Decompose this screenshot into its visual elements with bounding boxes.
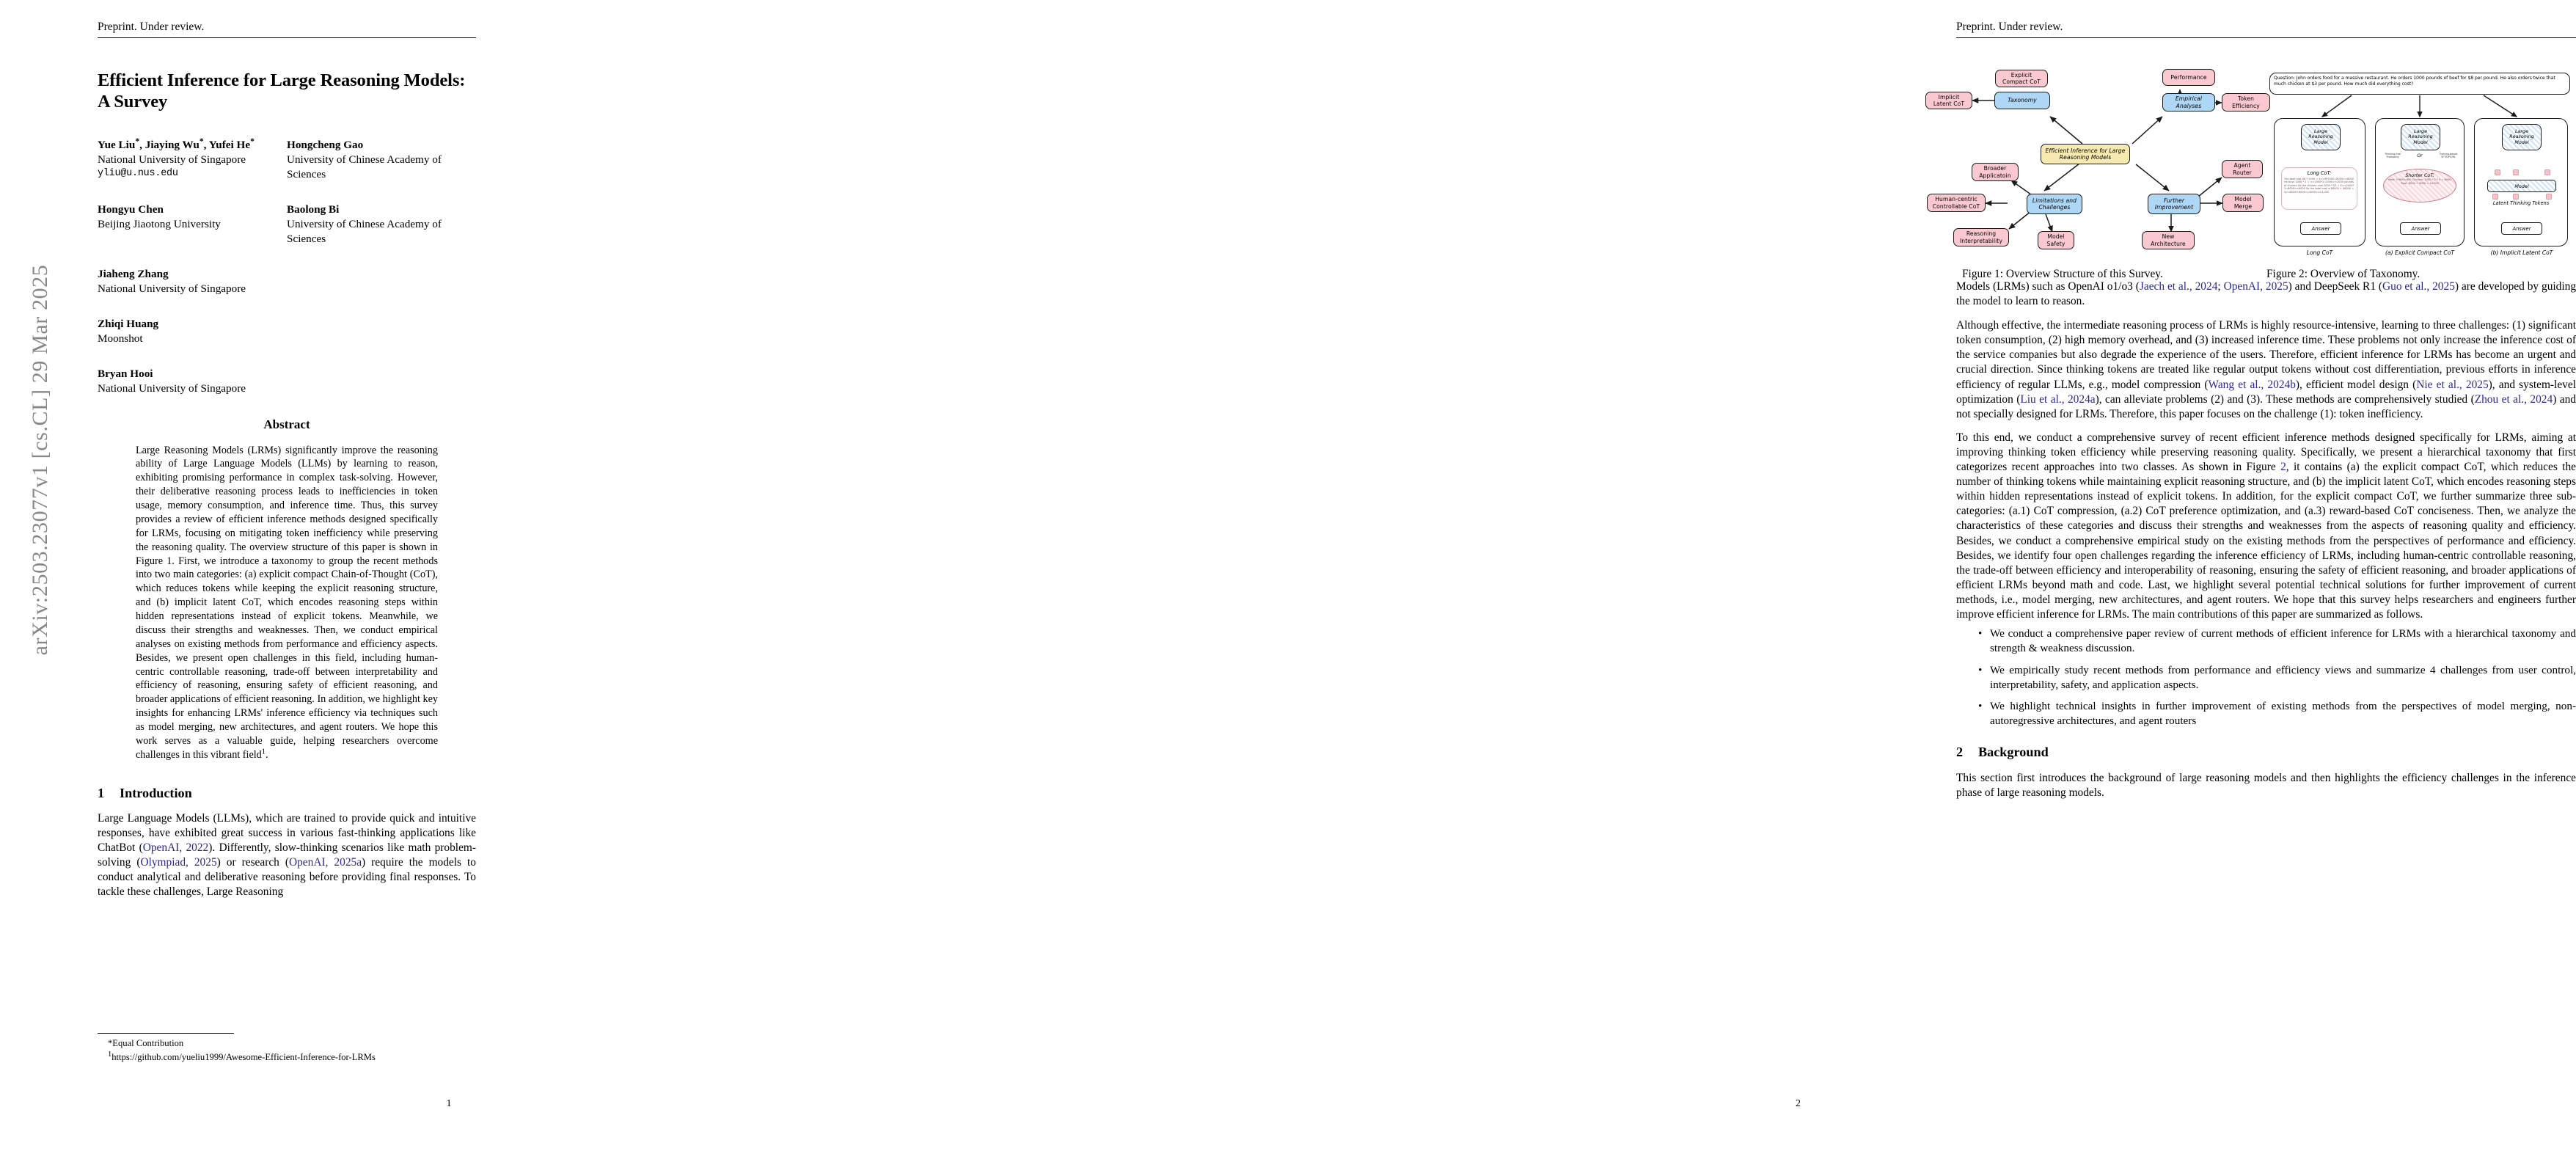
figure-1-diagram [1932, 71, 2261, 260]
fig2-shorter-cot-box [2383, 169, 2456, 202]
author-name: Zhiqi Huang [98, 318, 159, 331]
running-head-rule [1956, 37, 2576, 38]
footnote-rule [98, 1033, 234, 1034]
fig1-node-explicit-compact-cot[interactable]: Explicit Compact CoT [1995, 70, 2048, 87]
fig2-long-cot-text: The beef cost $8 * 1000 = $<<8*1000=8000>>8000 He buys 1000 * 2 = <<1000*2=2000>>2000 pounds of chicken So the chicken cost 2000 * $3 = $<<2000*3=6000>>6000 So the total cost is $8000 + $6000 = $<<8000+6000=14000>>14,000 [2284, 178, 2354, 194]
paragraph-challenges [1956, 318, 2576, 422]
author-name: Jiaheng Zhang [98, 268, 169, 281]
fig2-label-thinking-free-prompting: Thinking-free Prompting [2385, 153, 2401, 159]
citation-zhou-2024[interactable]: Zhou et al., 2024 [2474, 392, 2553, 406]
fig1-node-implicit-latent-cot[interactable]: Implicit Latent CoT [1925, 92, 1972, 109]
citation-liu-2024a[interactable]: Liu et al., 2024a [2020, 392, 2096, 406]
text-part: Models (LRMs) such as OpenAI o1/o3 ( [1956, 280, 2140, 293]
text-part: ) and DeepSeek R1 ( [2288, 280, 2383, 293]
author-entry [287, 202, 476, 246]
author-row [98, 317, 476, 346]
figure-2-caption: Figure 2: Overview of Taxonomy. [2266, 268, 2421, 280]
author-entry [98, 367, 476, 396]
fig2-answer-box-a: Answer [2300, 222, 2341, 235]
abstract-heading: Abstract [263, 417, 310, 431]
page-number-1: 1 [446, 1098, 452, 1109]
citation-openai-2025a[interactable]: OpenAI, 2025a [289, 855, 362, 869]
author-affiliation: National University of Singapore [98, 382, 246, 395]
citation-openai-2025[interactable]: OpenAI, 2025 [2223, 280, 2288, 293]
fig1-node-empirical-analyses[interactable]: Empirical Analyses [2162, 93, 2215, 112]
author-entry [98, 267, 476, 296]
text-part: ), and system-level optimization ( [1956, 378, 2576, 406]
abstract-footnote-marker: 1 [261, 748, 266, 756]
fig2-caption-implicit-latent: (b) Implicit Latent CoT [2490, 249, 2553, 256]
fig2-latent-token [2546, 194, 2552, 200]
fig1-node-agent-router[interactable]: Agent Router [2222, 160, 2263, 178]
fig1-node-reasoning-interpretability[interactable]: Reasoning Interpretability [1953, 228, 2009, 246]
author-email: yliu@u.nus.edu [98, 167, 178, 179]
text-part: Although effective, the intermediate reasoning process of LRMs is highly resource-intensive, learning to three challenges: (1) significant token consumption, (2) high memory overhead, and (3) increased inference time. These problems not only increase the inference cost of the service companies but also degrade the experience of the users. Therefore, efficient inference for LRMs has become an urgent and crucial direction. Since thinking tokens are treated like regular output tokens without cost differentiation, previous efforts in inference efficiency of regular LLMs, e.g., model compression ( [1956, 319, 2576, 391]
abstract-text [136, 444, 438, 762]
page-1-content [98, 70, 476, 906]
footnote-url: https://github.com/yueliu1999/Awesome-Efficient-Inference-for-LRMs [111, 1052, 376, 1063]
author-name: Baolong Bi [287, 202, 340, 216]
page-title: Efficient Inference for Large Reasoning Models: A Survey [98, 70, 466, 112]
fig1-node-limitations-and-challenges[interactable]: Limitations and Challenges [2027, 194, 2082, 214]
citation-jaech-2024[interactable]: Jaech et al., 2024 [2139, 280, 2218, 293]
footnote-equal-contribution: *Equal Contribution [108, 1038, 184, 1048]
fig2-label-or: Or [2417, 153, 2423, 158]
arxiv-stamp: arXiv:2503.23077v1 [cs.CL] 29 Mar 2025 [28, 264, 52, 656]
fig1-node-performance[interactable]: Performance [2162, 69, 2215, 86]
fig2-shorter-cot-title: Shorter CoT: [2405, 172, 2434, 178]
fig2-question-box: Question: John orders food for a massive restaurant. He orders 1000 pounds of beef for $8 per pound. He also orders twice that much chicken at $3 per pound. How much did everything cost? [2269, 73, 2570, 95]
fig2-lrm-box-c: Large Reasoning Model [2502, 124, 2542, 150]
figure-1 [1932, 71, 2261, 260]
author-name: Bryan Hooi [98, 368, 153, 381]
intro-text-part: ). Differently, slow-thinking scenarios like math problem-solving ( [98, 841, 476, 869]
fig2-latent-token [2495, 169, 2500, 175]
section-heading-introduction [98, 786, 476, 801]
citation-guo-2025[interactable]: Guo et al., 2025 [2382, 280, 2455, 293]
footnote-repo-link[interactable] [98, 1050, 476, 1064]
fig2-latent-token [2492, 194, 2498, 200]
citation-openai-2022[interactable]: OpenAI, 2022 [142, 841, 209, 854]
author-affiliation: University of Chinese Academy of Sciences [287, 218, 442, 246]
fig2-lrm-box-a: Large Reasoning Model [2301, 124, 2341, 150]
fig2-long-cot-title: Long CoT: [2307, 170, 2332, 176]
citation-nie-2025[interactable]: Nie et al., 2025 [2416, 378, 2489, 391]
text-part: , it contains (a) the explicit compact CoT, which reduces the number of thinking tokens while maintaining explicit reasoning structure, and (b) the implicit latent CoT, which encodes reasoning steps within hidden representations instead of explicit tokens. In addition, for the explicit compact CoT, we further summarize three sub-categories: (a.1) CoT compression, (a.2) CoT preference optimization, and (a.3) reward-based CoT conciseness. Then, we analyze the characteristics of these categories and discuss their strengths and weaknesses from the aspects of reasoning quality and efficiency. Besides, we conduct a comprehensive empirical study on the existing methods from the perspectives of performance and efficiency. Besides, we identify four open challenges regarding the inference efficiency of LRMs, including human-centric controllable reasoning, the trade-off between efficiency and interoperability of reasoning, ensuring the safety of efficient reasoning, and broader applications of efficient LRMs beyond math and code. Last, we highlight several potential technical solutions for further improvement of current methods, i.e., model merging, new architectures, and agent routers. We hope that this survey helps researchers and engineers further improve efficient inference for LRMs. The main contributions of this paper are summarized as follows. [1956, 461, 2576, 621]
figure-2-reference-link[interactable]: 2 [2280, 461, 2286, 474]
page-2-content [1932, 70, 2576, 809]
fig2-latent-token [2544, 169, 2550, 175]
section-title: Background [1978, 745, 2049, 760]
author-entry [98, 202, 287, 246]
author-entry [98, 317, 476, 346]
intro-text-part: ) or research ( [216, 855, 289, 869]
fig1-node-model-safety[interactable]: Model Safety [2038, 231, 2074, 249]
fig2-label-training-based: Training-based SFT/DPO/RL [2439, 153, 2458, 159]
footnote-block [98, 1033, 476, 1064]
author-affiliation: National University of Singapore [98, 282, 246, 296]
intro-continuation-paragraph [1956, 279, 2576, 309]
abstract-body-text: Large Reasoning Models (LRMs) significantly improve the reasoning ability of Large Language Models (LLMs) by learning to reason, exhibiting promising performance in complex task-solving. However, their deliberative reasoning process leads to inefficiencies in token usage, memory consumption, and inference time. Thus, this survey provides a review of efficient inference methods designed specifically for LRMs, focusing on mitigating token inefficiency while preserving the reasoning quality. The overview structure of this paper is shown in Figure 1. First, we introduce a taxonomy to group the recent methods into two main categories: (a) explicit compact Chain-of-Thought (CoT), which reduces tokens while keeping the explicit reasoning structure, and (b) implicit latent CoT, which encodes reasoning steps within hidden representations instead of explicit tokens. Meanwhile, we discuss their strengths and weaknesses. Then, we conduct empirical analyses on existing methods from performance and efficiency aspects. Besides, we present open challenges in this field, including human-centric controllable reasoning, trade-off between interpretability and efficiency of reasoning, ensuring safety of efficient reasoning, and broader applications of efficient reasoning. In addition, we highlight key insights for enhancing LRMs' inference efficiency via techniques such as model merging, new architectures, and agent routers. We hope this work serves as a valuable guide, helping researchers overcome challenges in this vibrant field [136, 444, 438, 761]
author-affiliation: National University of Singapore [98, 153, 246, 166]
author-row [98, 202, 476, 246]
fig2-latent-token [2513, 194, 2519, 200]
figure-2-diagram [2264, 71, 2576, 260]
fig1-node-token-efficiency[interactable]: Token Efficiency [2222, 93, 2270, 112]
running-head-page-1 [98, 21, 476, 38]
list-item: • We conduct a comprehensive paper review of current methods of efficient inference for LRMs with a hierarchical taxonomy and strength & weakness discussion. [1978, 626, 2576, 656]
author-name: Hongyu Chen [98, 202, 164, 216]
page-1 [0, 0, 898, 1162]
text-part: ; [2217, 280, 2224, 293]
footnote-marker: 1 [108, 1050, 112, 1059]
fig1-node-further-improvement[interactable]: Further Improvement [2148, 194, 2200, 214]
author-entry [98, 138, 287, 182]
fig2-latent-tokens-label: Latent Thinking Tokens [2492, 200, 2550, 206]
paragraph-survey-scope [1956, 431, 2576, 622]
intro-text-part: ) require the models to conduct analytical and deliberative reasoning before providing final responses. To tackle these challenges, Large Reasoning [98, 855, 476, 899]
text-part: ), efficient model design ( [2295, 378, 2417, 391]
figure-1-caption: Figure 1: Overview Structure of this Survey. [1962, 268, 2163, 280]
author-name: Hongcheng Gao [287, 138, 364, 151]
running-head-page-2 [1956, 21, 2576, 38]
citation-olympiad-2025[interactable]: Olympiad, 2025 [140, 855, 217, 869]
fig2-shorter-cot-text: Beef: 1*800=800 Chicken: 1000 * 2 * 3 = 6000 Total: 8000 + 6000 = 14,000 [2388, 178, 2451, 185]
figures-row [1932, 70, 2576, 260]
fig2-caption-explicit-compact: (a) Explicit Compact CoT [2385, 249, 2454, 256]
author-row [98, 267, 476, 296]
fig1-node-center[interactable]: Efficient Inference for Large Reasoning Models [2041, 144, 2130, 164]
running-head-rule [98, 37, 476, 38]
section-heading-background [1956, 745, 2576, 760]
author-row [98, 138, 476, 182]
figure-2 [2264, 71, 2576, 260]
intro-text-part: Large Language Models (LLMs), which are trained to provide quick and intuitive responses, have exhibited great success in various fast-thinking applications like ChatBot ( [98, 811, 476, 854]
page-2: Preprint. Under review. Efficient Inference for Large Reasoning Models Taxonomy Explicit Compact CoT Implicit Latent CoT Empirical Analyses Performance Token Efficiency Limitations and Challenges Broader Applicatoin Human-centric Controllable CoT Reasoning Interpretability Model Safety Further Improvement Agent Router Model Merge New Architecture Question: John orders food for a massive restaurant. He orders 1000 pounds of beef for $8 per pound. He also orders twice that much chicken at $3 per pound. How much did everything cost? Large Reasoning Model Large Reasoning Model Large Reasoning Model Long CoT: The beef cost $8 * 1000 = $<<8*1000=8000>>8000 He buys 1000 * 2 = <<1000*2=2000>>2000 pounds of chicken So the chicken cost 2000 * $3 = $<<2000*3=6000>>6000 So the total cost is $8000 + $6000 = $<<8000+6000=14000>>14,000 Thinking-free Prompting Or Training-based SFT/DPO/RL Shorter CoT: Beef: 1*800=800 Chicken: 1000 * 2 * 3 = 6000 Total: 8000 + 6000 = 14,000 Model Latent Thinking Tokens Answer Answer Answer Long CoT (a) Explicit Compact CoT (b) Implicit Latent CoT Figure 1: Overview Structure of this Survey. Figure 2: Overview of Taxonomy. Models (LRMs) such as OpenAI o1/o3 (Jaech et al., 2024; OpenAI, 2025) and DeepSeek R1 (Guo et al., 2025) are developed by guiding the model to learn to reason. Although effective, the intermediate reasoning process of LRMs is highly resource-intensive, learning to three challenges: (1) significant token consumption, (2) high memory overhead, and (3) increased inference time. These problems not only increase the inference cost of the service companies but also degrade the experience of the users. Therefore, efficient inference for LRMs has become an urgent and crucial direction. Since thinking tokens are treated like regular output tokens without cost differentiation, previous efforts in inference efficiency of regular LLMs, e.g., model compression (Wang et al., 2024b), efficient model design (Nie et al., 2025), and system-level optimization (Liu et al., 2024a), can alleviate problems (2) and (3). These methods are comprehensively studied (Zhou et al., 2024) and not specially designed for LRMs. Therefore, this paper focuses on the challenge (1): token inefficiency. To this end, we conduct a comprehensive survey of recent efficient inference methods designed specifically for LRMs, aiming at improving thinking token efficiency while preserving reasoning quality. Specifically, we present a hierarchical taxonomy that first categorizes recent approaches into two classes. As shown in Figure 2, it contains (a) the explicit compact CoT, which reduces the number of thinking tokens while maintaining explicit reasoning structure, and (b) the implicit latent CoT, which encodes reasoning steps within hidden representations instead of explicit tokens. In addition, for the explicit compact CoT, we further summarize three sub-categories: (a.1) CoT compression, (a.2) CoT preference optimization, and (a.3) reward-based CoT conciseness. Then, we analyze the characteristics of these categories and discuss their strengths and weaknesses from the aspects of reasoning quality and efficiency. Besides, we conduct a comprehensive empirical study on the existing methods from the perspectives of performance and efficiency. Besides, we identify four open challenges regarding the inference efficiency of LRMs, including human-centric controllable reasoning, the trade-off between efficiency and interoperability of reasoning, ensuring the safety of efficient reasoning, and broader applications of efficient LRMs beyond math and code. Last, we highlight several potential technical solutions for further improvement of current methods, i.e., model merging, new architectures, and agent routers. We hope that this survey helps researchers and engineers further improve efficient inference for LRMs. The main contributions of this paper are summarized as follows. • We conduct a comprehensive paper review of current methods of efficient inference for LRMs with a hierarchical taxonomy and strength & weakness discussion. • We empirically study recent methods from performance and efficiency views and summarize 4 challenges from user control, interpretability, safety, and application aspects. • We highlight technical insights in further improvement of existing methods from the perspectives of model merging, non-autoregressive architectures, and agent routers 2 Background This section first introduces the background of large reasoning models and then highlights the efficiency challenges in the inference phase of large reasoning models. 2 [898, 0, 1796, 1162]
fig1-node-taxonomy[interactable]: Taxonomy [1994, 92, 2050, 109]
text-part: ), can alleviate problems (2) and (3). These methods are comprehensively studied ( [2095, 392, 2475, 406]
intro-paragraph [98, 811, 476, 900]
paragraph-background: This section first introduces the background of large reasoning models and then highlights the efficiency challenges in the inference phase of large reasoning models. [1956, 772, 2576, 800]
fig2-latent-token [2513, 169, 2519, 175]
author-affiliation: University of Chinese Academy of Sciences [287, 153, 442, 180]
section-number: 2 [1956, 745, 1964, 760]
text-part: ) and not specially designed for LRMs. Therefore, this paper focuses on the challenge (1): token inefficiency. [1956, 392, 2576, 420]
author-entry [287, 138, 476, 182]
section-title: Introduction [120, 785, 192, 800]
fig2-answer-box-b: Answer [2400, 222, 2441, 235]
list-item: • We empirically study recent methods from performance and efficiency views and summarize 4 challenges from user control, interpretability, safety, and application aspects. [1978, 663, 2576, 693]
text-part: ) are developed by guiding the model to learn to reason. [1956, 280, 2576, 308]
fig2-caption-long-cot: Long CoT [2306, 249, 2333, 256]
author-row [98, 367, 476, 396]
citation-wang-2024b[interactable]: Wang et al., 2024b [2208, 378, 2296, 391]
fig2-long-cot-box [2281, 167, 2357, 210]
fig1-node-new-architecture[interactable]: New Architecture [2142, 231, 2195, 249]
fig1-node-broader-application[interactable]: Broader Applicatoin [1972, 163, 2019, 181]
list-item: • We highlight technical insights in further improvement of existing methods from the perspectives of model merging, non-autoregressive architectures, and agent routers [1978, 699, 2576, 728]
text-part: To this end, we conduct a comprehensive survey of recent efficient inference methods designed specifically for LRMs, aiming at improving thinking token efficiency while preserving reasoning quality. Specifically, we present a hierarchical taxonomy that first categorizes recent approaches into two classes. As shown in Figure [1956, 431, 2576, 474]
fig2-lrm-box-b: Large Reasoning Model [2401, 124, 2440, 150]
fig2-model-bar: Model [2487, 180, 2556, 192]
section-number: 1 [98, 785, 105, 800]
author-name: Yue Liu*, Jiaying Wu*, Yufei He* [98, 136, 255, 151]
contributions-list [1956, 626, 2576, 728]
running-head-text: Preprint. Under review. [98, 21, 205, 33]
fig1-node-human-centric-controllable-cot[interactable]: Human-centric Controllable CoT [1927, 194, 1986, 212]
fig1-node-model-merge[interactable]: Model Merge [2222, 194, 2264, 212]
author-affiliation: Beijing Jiaotong University [98, 218, 221, 231]
abstract-tail: . [266, 748, 268, 761]
running-head-text: Preprint. Under review. [1956, 21, 2063, 33]
author-affiliation: Moonshot [98, 332, 143, 346]
fig2-answer-box-c: Answer [2501, 222, 2542, 235]
author-block [98, 138, 476, 397]
